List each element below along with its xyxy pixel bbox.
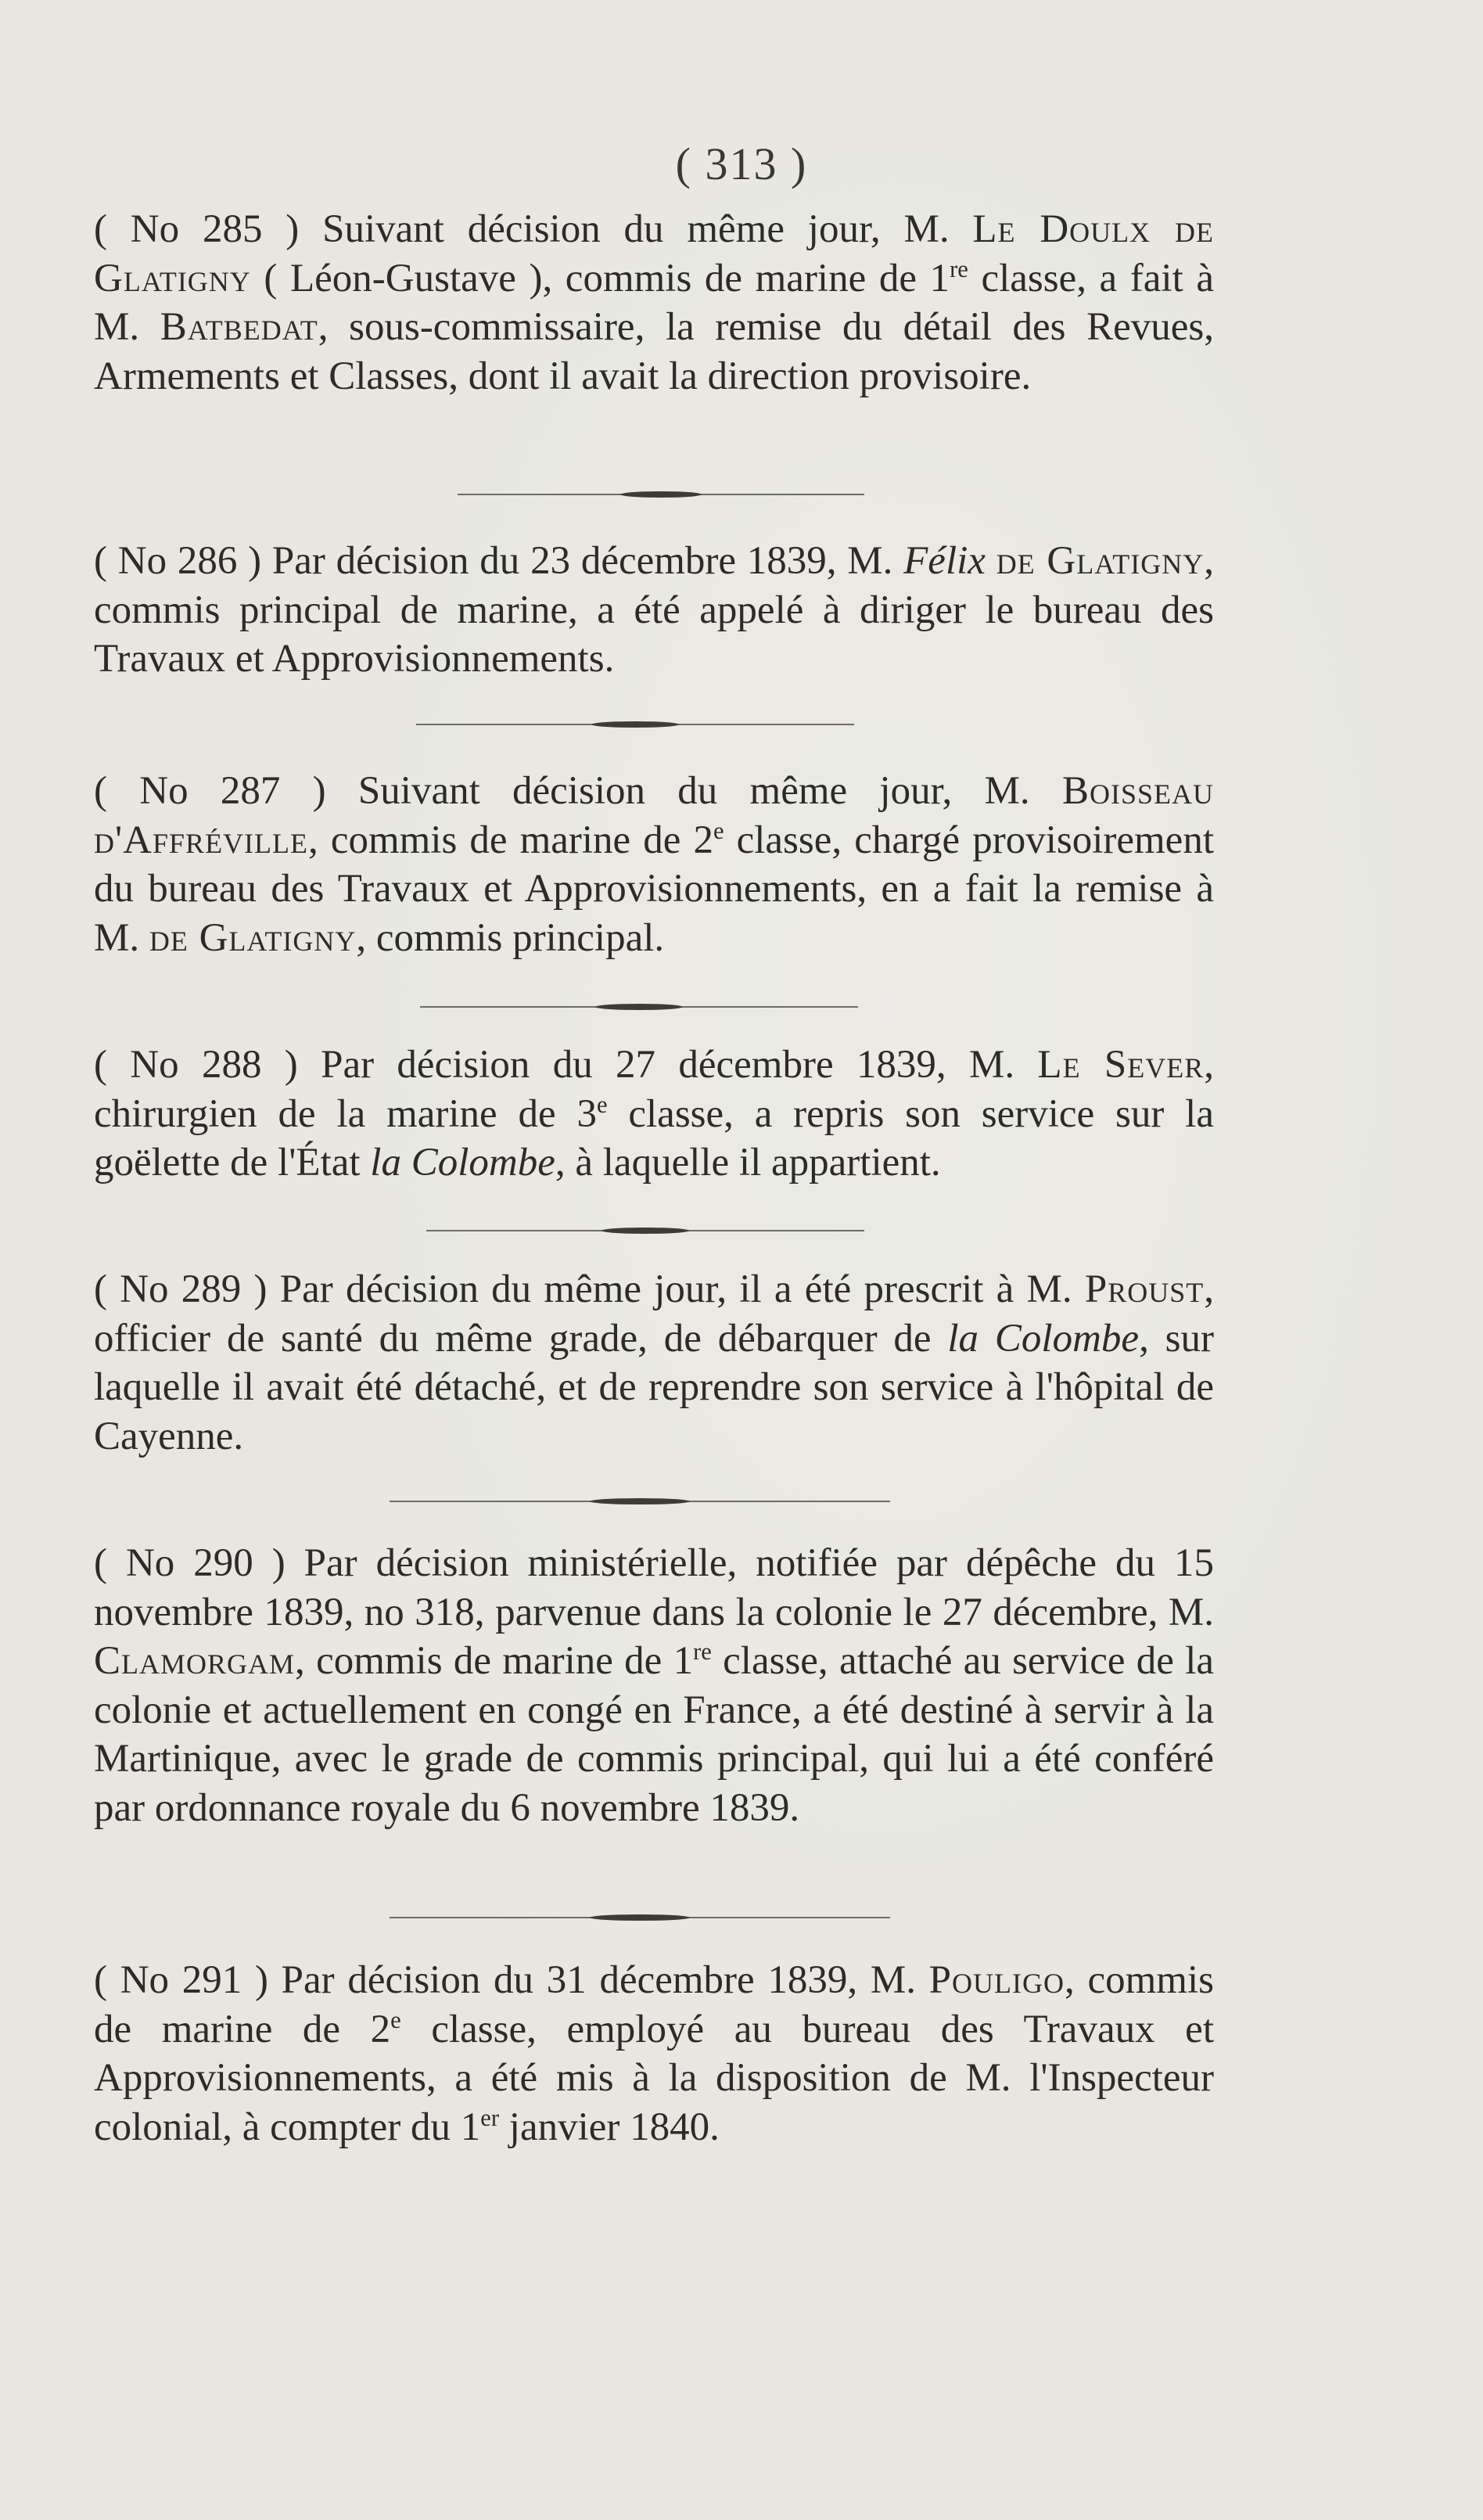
entry-287 bbox=[94, 767, 1214, 962]
section-divider bbox=[426, 1224, 864, 1237]
section-divider bbox=[416, 718, 854, 731]
entry-text: ( No 286 ) Par décision du 23 décembre 1839, M. Félix de Glatigny, commis principal de marine, a été appelé à diriger le bureau des Travaux et Approvisionnements. bbox=[94, 539, 1214, 681]
person-name: Proust bbox=[1084, 1267, 1205, 1311]
entry-text: ( No 290 ) Par décision ministérielle, notifiée par dépêche du 15 novembre 1839, no 318, parvenue dans la colonie le 27 décembre, M. Clamorgam, commis de marine de 1re classe, attaché au service de la colonie et actuellement en congé en France, a été destiné à servir à la Martinique, avec le grade de commis principal, qui lui a été conféré par ordonnance royale du 6 novembre 1839. bbox=[94, 1541, 1214, 1830]
entry-text: ( No 285 ) Suivant décision du même jour, M. Le Doulx de Glatigny ( Léon-Gustave ), commis de marine de 1re classe, a fait à M. Batbedat, sous-commissaire, la remise du détail des Revues, Armements et Classes, dont il avait la direction provisoire. bbox=[94, 207, 1214, 398]
person-name: Le Sever bbox=[1037, 1043, 1205, 1087]
entry-290 bbox=[94, 1539, 1214, 1832]
entry-text: ( No 287 ) Suivant décision du même jour, M. Boisseau d'Affréville, commis de marine de 2e classe, chargé provisoirement du bureau des Travaux et Approvisionnements, en a fait la remise à M. de Glatigny, commis principal. bbox=[94, 769, 1214, 960]
person-name: Batbedat bbox=[160, 305, 318, 349]
entry-number: ( No 290 ) bbox=[94, 1541, 285, 1585]
person-name: de Glatigny bbox=[149, 915, 357, 960]
section-divider bbox=[390, 1495, 890, 1508]
section-divider bbox=[458, 488, 864, 501]
entry-text: ( No 288 ) Par décision du 27 décembre 1839, M. Le Sever, chirurgien de la marine de 3e classe, a repris son service sur la goëlette de l'État la Colombe, à laquelle il appartient. bbox=[94, 1043, 1214, 1185]
ship-name: la Colombe bbox=[947, 1316, 1140, 1361]
page-number: ( 313 ) bbox=[675, 138, 808, 189]
person-name: de Glatigny bbox=[996, 539, 1205, 583]
person-name: Le Doulx de Glatigny bbox=[94, 207, 1214, 300]
person-name: Pouligo bbox=[928, 1958, 1065, 2002]
entry-text: ( No 291 ) Par décision du 31 décembre 1839, M. Pouligo, commis de marine de 2e classe, employé au bureau des Travaux et Approvisionnements, a été mis à la disposition de M. l'Inspecteur colonial, à compter du 1er janvier 1840. bbox=[94, 1958, 1214, 2149]
person-name: Boisseau d'Affréville bbox=[94, 769, 1214, 862]
section-divider bbox=[390, 1911, 890, 1924]
entry-289 bbox=[94, 1265, 1214, 1461]
given-name: Félix bbox=[903, 539, 986, 583]
entry-number: ( No 288 ) bbox=[94, 1043, 298, 1087]
entry-286 bbox=[94, 537, 1214, 684]
section-divider bbox=[420, 1001, 858, 1013]
entry-291 bbox=[94, 1956, 1214, 2152]
entry-285 bbox=[94, 205, 1214, 401]
person-name: Clamorgam bbox=[94, 1639, 296, 1683]
entry-number: ( No 289 ) bbox=[94, 1267, 268, 1311]
entry-number: ( No 286 ) bbox=[94, 539, 262, 583]
entry-text: ( No 289 ) Par décision du même jour, il a été prescrit à M. Proust, officier de santé du même grade, de débarquer de la Colombe, sur laquelle il avait été détaché, et de reprendre son service à l'hôpital de Cayenne. bbox=[94, 1267, 1214, 1458]
entry-number: ( No 291 ) bbox=[94, 1958, 268, 2002]
entry-number: ( No 287 ) bbox=[94, 769, 326, 813]
ship-name: la Colombe bbox=[370, 1141, 555, 1185]
entry-288 bbox=[94, 1041, 1214, 1188]
entry-number: ( No 285 ) bbox=[94, 207, 300, 251]
